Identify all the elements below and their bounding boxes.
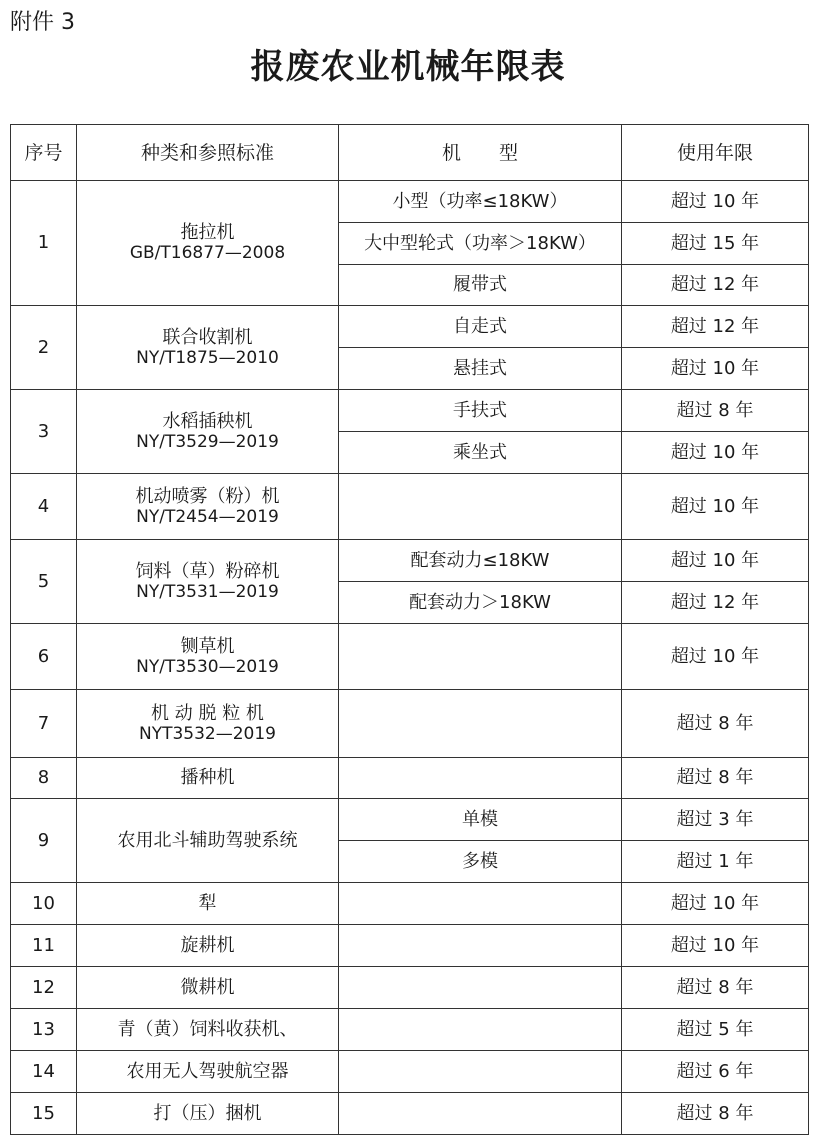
header-years-limit: 使用年限 — [622, 125, 809, 181]
row-years-limit: 超过 8 年 — [622, 967, 809, 1009]
row-type-standard — [77, 925, 339, 967]
row-years-limit: 超过 8 年 — [622, 1093, 809, 1135]
row-seq: 7 — [11, 690, 77, 758]
machine-name: 旋耕机 — [180, 934, 235, 956]
row-model: 手扶式 — [339, 390, 622, 432]
table-row — [11, 799, 809, 841]
reference-standard: NY/T1875—2010 — [136, 347, 279, 368]
row-type-standard — [77, 967, 339, 1009]
row-model — [339, 967, 622, 1009]
row-years-limit: 超过 15 年 — [622, 223, 809, 265]
row-seq: 8 — [11, 758, 77, 799]
table-row — [11, 758, 809, 799]
row-model: 自走式 — [339, 306, 622, 348]
row-years-limit: 超过 8 年 — [622, 690, 809, 758]
row-model — [339, 1009, 622, 1051]
row-seq: 1 — [11, 181, 77, 306]
table-row — [11, 1009, 809, 1051]
table-body — [11, 181, 809, 1135]
machine-name: 拖拉机 — [180, 222, 235, 243]
row-model: 单模 — [339, 799, 622, 841]
table-row — [11, 181, 809, 223]
machine-name: 水稻插秧机 — [162, 410, 253, 432]
row-years-limit: 超过 1 年 — [622, 841, 809, 883]
row-type-standard — [77, 474, 339, 540]
row-seq: 6 — [11, 624, 77, 690]
row-type-standard — [77, 799, 339, 883]
row-seq: 2 — [11, 306, 77, 390]
table-row — [11, 690, 809, 758]
reference-standard: NY/T2454—2019 — [136, 506, 279, 527]
table-row — [11, 967, 809, 1009]
row-years-limit: 超过 10 年 — [622, 883, 809, 925]
row-seq: 13 — [11, 1009, 77, 1051]
table-row — [11, 390, 809, 432]
header-model: 机 型 — [339, 125, 622, 181]
machine-name: 机 动 脱 粒 机 — [151, 702, 264, 724]
row-model: 悬挂式 — [339, 348, 622, 390]
row-model — [339, 690, 622, 758]
row-seq: 4 — [11, 474, 77, 540]
row-seq: 10 — [11, 883, 77, 925]
machine-name: 铡草机 — [180, 635, 235, 657]
row-years-limit: 超过 8 年 — [622, 390, 809, 432]
row-model: 小型（功率≤18KW） — [339, 181, 622, 223]
row-years-limit: 超过 3 年 — [622, 799, 809, 841]
row-model — [339, 925, 622, 967]
row-model: 大中型轮式（功率＞18KW） — [339, 223, 622, 265]
row-years-limit: 超过 10 年 — [622, 474, 809, 540]
table-row — [11, 540, 809, 582]
machine-name: 打（压）捆机 — [153, 1102, 262, 1124]
table-header-row — [11, 125, 809, 181]
row-years-limit: 超过 10 年 — [622, 540, 809, 582]
table-row — [11, 925, 809, 967]
row-years-limit: 超过 10 年 — [622, 181, 809, 223]
row-type-standard — [77, 1009, 339, 1051]
row-type-standard — [77, 390, 339, 474]
row-model — [339, 883, 622, 925]
reference-standard: GB/T16877—2008 — [129, 243, 286, 263]
row-model: 乘坐式 — [339, 432, 622, 474]
header-seq: 序号 — [11, 125, 77, 181]
table-row — [11, 1093, 809, 1135]
reference-standard: NY/T3530—2019 — [136, 656, 279, 677]
reference-standard: NY/T3529—2019 — [136, 431, 279, 452]
row-type-standard — [77, 690, 339, 758]
row-years-limit: 超过 12 年 — [622, 265, 809, 306]
machine-name: 机动喷雾（粉）机 — [135, 485, 280, 507]
row-years-limit: 超过 12 年 — [622, 306, 809, 348]
table-row — [11, 306, 809, 348]
row-model: 配套动力＞18KW — [339, 582, 622, 624]
machine-name: 联合收割机 — [162, 326, 253, 348]
row-seq: 14 — [11, 1051, 77, 1093]
table-row — [11, 474, 809, 540]
row-seq: 12 — [11, 967, 77, 1009]
row-type-standard — [77, 624, 339, 690]
row-years-limit: 超过 8 年 — [622, 758, 809, 799]
row-model — [339, 474, 622, 540]
page-title: 报废农业机械年限表 — [250, 47, 566, 87]
row-model — [339, 1051, 622, 1093]
row-type-standard — [77, 1093, 339, 1135]
machine-name: 农用无人驾驶航空器 — [126, 1060, 289, 1082]
reference-standard: NY/T3531—2019 — [136, 581, 279, 602]
row-model: 配套动力≤18KW — [339, 540, 622, 582]
row-model — [339, 1093, 622, 1135]
reference-standard: NYT3532—2019 — [138, 723, 276, 744]
row-type-standard — [77, 758, 339, 799]
row-seq: 15 — [11, 1093, 77, 1135]
table-row — [11, 1051, 809, 1093]
row-type-standard — [77, 181, 339, 306]
row-seq: 3 — [11, 390, 77, 474]
machine-name: 播种机 — [180, 767, 235, 788]
row-years-limit: 超过 10 年 — [622, 432, 809, 474]
table-row — [11, 883, 809, 925]
scrap-years-table — [10, 124, 809, 1135]
row-seq: 9 — [11, 799, 77, 883]
row-years-limit: 超过 10 年 — [622, 624, 809, 690]
machine-name: 农用北斗辅助驾驶系统 — [117, 829, 298, 851]
row-years-limit: 超过 10 年 — [622, 348, 809, 390]
row-model — [339, 624, 622, 690]
machine-name: 青（黄）饲料收获机、 — [117, 1018, 298, 1040]
row-type-standard — [77, 883, 339, 925]
row-years-limit: 超过 6 年 — [622, 1051, 809, 1093]
row-years-limit: 超过 12 年 — [622, 582, 809, 624]
row-model: 多模 — [339, 841, 622, 883]
row-type-standard — [77, 306, 339, 390]
row-seq: 11 — [11, 925, 77, 967]
table-row — [11, 624, 809, 690]
attachment-label: 附件 3 — [10, 10, 75, 35]
row-seq: 5 — [11, 540, 77, 624]
row-model: 履带式 — [339, 265, 622, 306]
row-type-standard — [77, 1051, 339, 1093]
machine-name: 犁 — [198, 892, 217, 914]
row-years-limit: 超过 10 年 — [622, 925, 809, 967]
machine-name: 微耕机 — [180, 976, 235, 998]
row-years-limit: 超过 5 年 — [622, 1009, 809, 1051]
row-type-standard — [77, 540, 339, 624]
header-type-standard: 种类和参照标准 — [77, 125, 339, 181]
row-model — [339, 758, 622, 799]
machine-name: 饲料（草）粉碎机 — [135, 560, 280, 582]
